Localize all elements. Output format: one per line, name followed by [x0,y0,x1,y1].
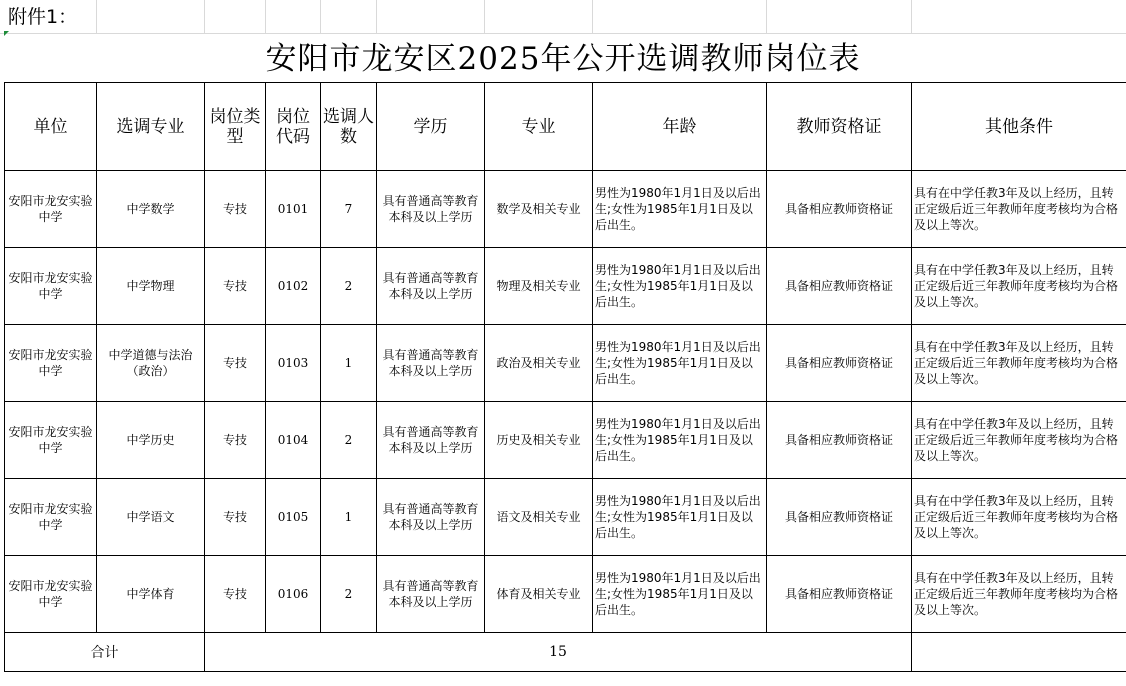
table-row [5,325,1126,402]
cell-subject[interactable]: 中学物理 [97,248,205,325]
cell-age[interactable]: 男性为1980年1月1日及以后出生;女性为1985年1月1日及以后出生。 [593,171,767,248]
cell-major[interactable]: 语文及相关专业 [485,479,593,556]
cell-other[interactable]: 具有在中学任教3年及以上经历，且转正定级后近三年教师年度考核均为合格及以上等次。 [912,171,1126,248]
cell-education[interactable]: 具有普通高等教育本科及以上学历 [377,325,485,402]
total-label[interactable]: 合计 [5,633,205,672]
spreadsheet-gridlines [0,0,1126,34]
cell-major[interactable]: 体育及相关专业 [485,556,593,633]
cell-type[interactable]: 专技 [205,402,266,479]
cell-count[interactable]: 1 [321,479,377,556]
cell-other[interactable]: 具有在中学任教3年及以上经历，且转正定级后近三年教师年度考核均为合格及以上等次。 [912,556,1126,633]
cell-major[interactable]: 物理及相关专业 [485,248,593,325]
cell-age[interactable]: 男性为1980年1月1日及以后出生;女性为1985年1月1日及以后出生。 [593,556,767,633]
cell-subject[interactable]: 中学数学 [97,171,205,248]
header-type[interactable]: 岗位类型 [205,83,266,171]
cell-unit[interactable]: 安阳市龙安实验中学 [5,556,97,633]
cell-type[interactable]: 专技 [205,479,266,556]
cell-other[interactable]: 具有在中学任教3年及以上经历，且转正定级后近三年教师年度考核均为合格及以上等次。 [912,402,1126,479]
cell-code[interactable]: 0105 [266,479,321,556]
cell-unit[interactable]: 安阳市龙安实验中学 [5,325,97,402]
cell-certificate[interactable]: 具备相应教师资格证 [767,479,912,556]
table-row [5,479,1126,556]
cell-count[interactable]: 2 [321,556,377,633]
cell-subject[interactable]: 中学道德与法治（政治） [97,325,205,402]
cell-subject[interactable]: 中学语文 [97,479,205,556]
cell-certificate[interactable]: 具备相应教师资格证 [767,325,912,402]
cell-education[interactable]: 具有普通高等教育本科及以上学历 [377,402,485,479]
table-row [5,248,1126,325]
cell-education[interactable]: 具有普通高等教育本科及以上学历 [377,171,485,248]
cell-type[interactable]: 专技 [205,248,266,325]
cell-major[interactable]: 数学及相关专业 [485,171,593,248]
total-value[interactable]: 15 [205,633,912,672]
cell-unit[interactable]: 安阳市龙安实验中学 [5,248,97,325]
cell-type[interactable]: 专技 [205,556,266,633]
cell-other[interactable]: 具有在中学任教3年及以上经历，且转正定级后近三年教师年度考核均为合格及以上等次。 [912,325,1126,402]
cell-count[interactable]: 7 [321,171,377,248]
total-empty-cell[interactable] [912,633,1126,672]
cell-code[interactable]: 0101 [266,171,321,248]
cell-unit[interactable]: 安阳市龙安实验中学 [5,402,97,479]
cell-type[interactable]: 专技 [205,325,266,402]
table-row [5,556,1126,633]
cell-education[interactable]: 具有普通高等教育本科及以上学历 [377,556,485,633]
header-code[interactable]: 岗位代码 [266,83,321,171]
cell-age[interactable]: 男性为1980年1月1日及以后出生;女性为1985年1月1日及以后出生。 [593,402,767,479]
cell-age[interactable]: 男性为1980年1月1日及以后出生;女性为1985年1月1日及以后出生。 [593,248,767,325]
header-other[interactable]: 其他条件 [912,83,1126,171]
cell-certificate[interactable]: 具备相应教师资格证 [767,402,912,479]
cell-major[interactable]: 历史及相关专业 [485,402,593,479]
table-row [5,402,1126,479]
cell-unit[interactable]: 安阳市龙安实验中学 [5,171,97,248]
cell-type[interactable]: 专技 [205,171,266,248]
header-education[interactable]: 学历 [377,83,485,171]
cell-subject[interactable]: 中学体育 [97,556,205,633]
cell-count[interactable]: 2 [321,402,377,479]
attachment-label: 附件1： [8,6,78,28]
table-row [5,171,1126,248]
header-age[interactable]: 年龄 [593,83,767,171]
header-certificate[interactable]: 教师资格证 [767,83,912,171]
header-subject[interactable]: 选调专业 [97,83,205,171]
cell-other[interactable]: 具有在中学任教3年及以上经历，且转正定级后近三年教师年度考核均为合格及以上等次。 [912,248,1126,325]
cell-count[interactable]: 2 [321,248,377,325]
header-row [5,83,1126,171]
cell-certificate[interactable]: 具备相应教师资格证 [767,248,912,325]
cell-age[interactable]: 男性为1980年1月1日及以后出生;女性为1985年1月1日及以后出生。 [593,479,767,556]
cell-subject[interactable]: 中学历史 [97,402,205,479]
header-major[interactable]: 专业 [485,83,593,171]
cell-major[interactable]: 政治及相关专业 [485,325,593,402]
cell-code[interactable]: 0104 [266,402,321,479]
cell-certificate[interactable]: 具备相应教师资格证 [767,171,912,248]
cell-count[interactable]: 1 [321,325,377,402]
cell-education[interactable]: 具有普通高等教育本科及以上学历 [377,248,485,325]
cell-age[interactable]: 男性为1980年1月1日及以后出生;女性为1985年1月1日及以后出生。 [593,325,767,402]
header-count[interactable]: 选调人数 [321,83,377,171]
cell-unit[interactable]: 安阳市龙安实验中学 [5,479,97,556]
cell-education[interactable]: 具有普通高等教育本科及以上学历 [377,479,485,556]
page-title[interactable]: 安阳市龙安区2025年公开选调教师岗位表 [265,41,861,77]
cell-code[interactable]: 0103 [266,325,321,402]
cell-other[interactable]: 具有在中学任教3年及以上经历，且转正定级后近三年教师年度考核均为合格及以上等次。 [912,479,1126,556]
cell-code[interactable]: 0102 [266,248,321,325]
cell-code[interactable]: 0106 [266,556,321,633]
positions-table [4,82,1126,672]
total-row [5,633,1126,672]
cell-certificate[interactable]: 具备相应教师资格证 [767,556,912,633]
header-unit[interactable]: 单位 [5,83,97,171]
